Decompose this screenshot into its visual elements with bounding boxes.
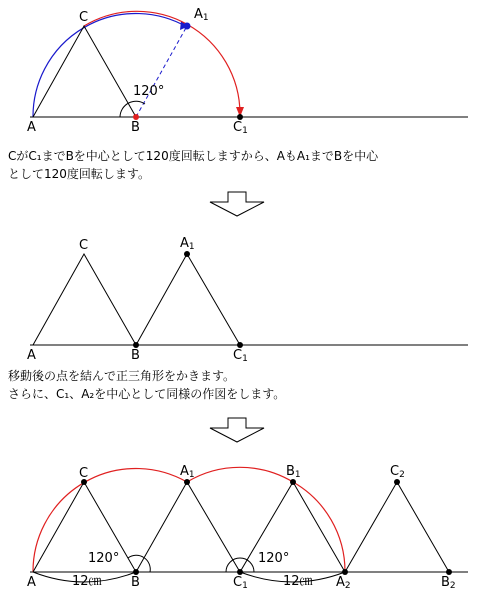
label-c2-3: C2 <box>390 464 405 480</box>
angle-label-b: 120° <box>88 551 120 566</box>
blue-rotation-arc <box>33 13 187 117</box>
label-a1-2: A1 <box>180 236 195 252</box>
label-a-3: A <box>27 575 36 590</box>
explanation-text-1-line1: CがC₁までBを中心として120度回転しますから、AもA₁までBを中心 <box>8 149 379 163</box>
triangle-abc-2 <box>33 254 136 345</box>
panel-3-full-construction <box>27 464 468 591</box>
length-label-ab: 12㎝ <box>72 574 102 589</box>
down-arrow-icon <box>210 418 264 442</box>
label-b1-3: B1 <box>286 464 301 480</box>
label-c-2: C <box>79 238 89 253</box>
label-c1-3: C1 <box>233 575 248 591</box>
label-a-1: A <box>27 120 36 135</box>
label-c1-2: C1 <box>233 348 248 364</box>
label-b-2: B <box>131 348 140 363</box>
label-a2-3: A2 <box>336 575 351 591</box>
label-c-3: C <box>79 466 89 481</box>
label-a-2: A <box>27 348 36 363</box>
label-c1-1: C1 <box>233 120 248 136</box>
angle-arc-1 <box>120 101 145 117</box>
label-b-1: B <box>131 120 140 135</box>
panel-2-two-triangles <box>27 236 468 364</box>
label-a1-3: A1 <box>180 464 195 480</box>
explanation-text-1-line2: として120度回転します。 <box>8 167 150 181</box>
label-b-3: B <box>131 575 140 590</box>
label-b2-3: B2 <box>441 575 456 591</box>
triangle-abc-1 <box>33 26 136 117</box>
panel-1-rotation <box>27 7 468 136</box>
red-arc-center-c1 <box>187 467 293 482</box>
triangle-ba1c1-2 <box>136 254 240 345</box>
explanation-text-2-line1: 移動後の点を結んで正三角形をかきます。 <box>8 369 236 383</box>
explanation-text-2-line2: さらに、C₁、A₂を中心として同様の作図をします。 <box>8 387 286 401</box>
label-a1-1: A1 <box>194 7 209 23</box>
length-label-c1a2: 12㎝ <box>283 574 313 589</box>
angle-label-1: 120° <box>133 84 165 99</box>
down-arrow-icon <box>210 192 264 216</box>
angle-label-c1: 120° <box>258 551 290 566</box>
point-a1-1 <box>184 23 191 30</box>
label-c-1: C <box>79 10 89 25</box>
